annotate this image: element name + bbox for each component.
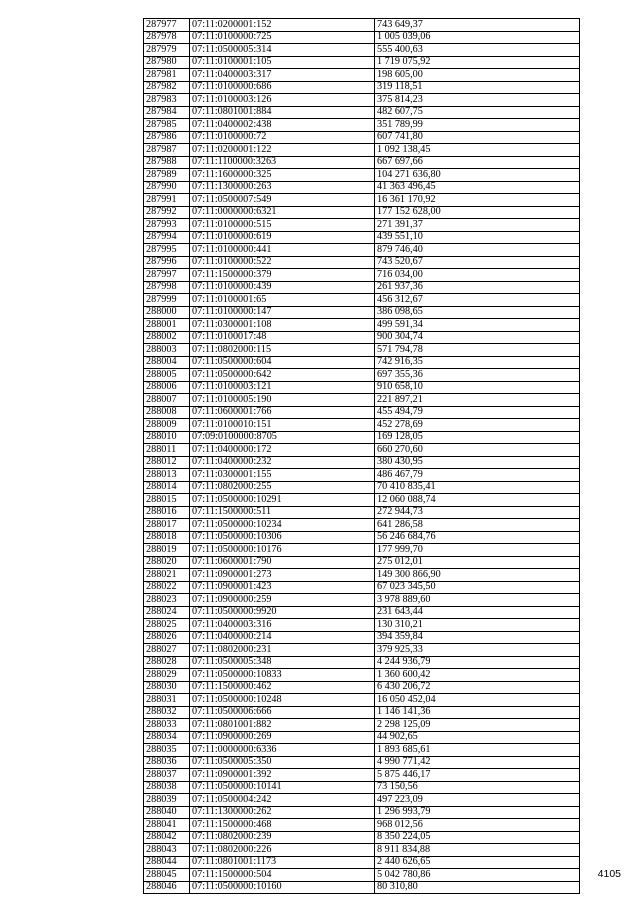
cadastral-number-cell: 07:11:1300000:262 (190, 806, 375, 819)
row-number-cell: 287980 (144, 56, 190, 69)
cadastral-number-cell: 07:11:0500000:10160 (190, 881, 375, 894)
row-number-cell: 287981 (144, 69, 190, 82)
table-row (144, 269, 580, 282)
cadastral-value-cell: 5 042 780,86 (375, 869, 580, 882)
cadastral-number-cell: 07:11:0500005:348 (190, 656, 375, 669)
table-row (144, 656, 580, 669)
table-row (144, 331, 580, 344)
table-row (144, 106, 580, 119)
cadastral-value-cell: 2 298 125,09 (375, 719, 580, 732)
row-number-cell: 287984 (144, 106, 190, 119)
cadastral-value-cell: 555 400,63 (375, 44, 580, 57)
cadastral-value-cell: 660 270,60 (375, 444, 580, 457)
row-number-cell: 288041 (144, 819, 190, 832)
table-row (144, 194, 580, 207)
cadastral-value-cell: 743 520,67 (375, 256, 580, 269)
cadastral-number-cell: 07:11:0802000:239 (190, 831, 375, 844)
row-number-cell: 287995 (144, 244, 190, 257)
cadastral-value-cell: 900 304,74 (375, 331, 580, 344)
table-row (144, 181, 580, 194)
cadastral-value-cell: 1 092 138,45 (375, 144, 580, 157)
cadastral-number-cell: 07:11:0100000:147 (190, 306, 375, 319)
row-number-cell: 288027 (144, 644, 190, 657)
table-row (144, 119, 580, 132)
row-number-cell: 287985 (144, 119, 190, 132)
cadastral-value-cell: 272 944,73 (375, 506, 580, 519)
row-number-cell: 288030 (144, 681, 190, 694)
cadastral-value-cell: 3 978 889,60 (375, 594, 580, 607)
row-number-cell: 287979 (144, 44, 190, 57)
cadastral-value-cell: 5 875 446,17 (375, 769, 580, 782)
cadastral-number-cell: 07:11:0400000:172 (190, 444, 375, 457)
cadastral-number-cell: 07:09:0100000:8705 (190, 431, 375, 444)
table-row (144, 544, 580, 557)
table-row (144, 519, 580, 532)
row-number-cell: 288002 (144, 331, 190, 344)
cadastral-number-cell: 07:11:0100003:126 (190, 94, 375, 107)
cadastral-value-cell: 486 467,79 (375, 469, 580, 482)
table-row (144, 169, 580, 182)
table-row (144, 31, 580, 44)
row-number-cell: 288036 (144, 756, 190, 769)
cadastral-value-cell: 571 794,78 (375, 344, 580, 357)
cadastral-value-cell: 80 310,80 (375, 881, 580, 894)
table-row (144, 69, 580, 82)
row-number-cell: 288044 (144, 856, 190, 869)
cadastral-value-cell: 149 300 866,90 (375, 569, 580, 582)
cadastral-number-cell: 07:11:0500000:9920 (190, 606, 375, 619)
cadastral-number-cell: 07:11:0400000:214 (190, 631, 375, 644)
table-row (144, 581, 580, 594)
cadastral-value-cell: 742 916,35 (375, 356, 580, 369)
table-row (144, 156, 580, 169)
row-number-cell: 288039 (144, 794, 190, 807)
row-number-cell: 288008 (144, 406, 190, 419)
row-number-cell: 288013 (144, 469, 190, 482)
cadastral-value-cell: 497 223,09 (375, 794, 580, 807)
cadastral-number-cell: 07:11:0600001:790 (190, 556, 375, 569)
cadastral-number-cell: 07:11:0802000:115 (190, 344, 375, 357)
cadastral-number-cell: 07:11:0500004:242 (190, 794, 375, 807)
row-number-cell: 288007 (144, 394, 190, 407)
row-number-cell: 288005 (144, 369, 190, 382)
row-number-cell: 288032 (144, 706, 190, 719)
table-row (144, 831, 580, 844)
cadastral-value-cell: 968 012,56 (375, 819, 580, 832)
cadastral-number-cell: 07:11:0100017:48 (190, 331, 375, 344)
cadastral-value-cell: 1 005 039,06 (375, 31, 580, 44)
row-number-cell: 287994 (144, 231, 190, 244)
row-number-cell: 287982 (144, 81, 190, 94)
row-number-cell: 287992 (144, 206, 190, 219)
row-number-cell: 287997 (144, 269, 190, 282)
row-number-cell: 288003 (144, 344, 190, 357)
cadastral-value-cell: 104 271 636,80 (375, 169, 580, 182)
cadastral-number-cell: 07:11:1500000:504 (190, 869, 375, 882)
cadastral-number-cell: 07:11:1500000:468 (190, 819, 375, 832)
cadastral-number-cell: 07:11:0500007:549 (190, 194, 375, 207)
cadastral-value-cell: 910 658,10 (375, 381, 580, 394)
table-row (144, 844, 580, 857)
table-row (144, 731, 580, 744)
cadastral-number-cell: 07:11:0801001:884 (190, 106, 375, 119)
table-row (144, 56, 580, 69)
cadastral-value-cell: 667 697,66 (375, 156, 580, 169)
table-row (144, 556, 580, 569)
table-row (144, 319, 580, 332)
cadastral-number-cell: 07:11:0100000:725 (190, 31, 375, 44)
cadastral-number-cell: 07:11:0802000:231 (190, 644, 375, 657)
row-number-cell: 288025 (144, 619, 190, 632)
cadastral-number-cell: 07:11:0000000:6321 (190, 206, 375, 219)
table-row (144, 94, 580, 107)
cadastral-number-cell: 07:11:0500000:642 (190, 369, 375, 382)
cadastral-number-cell: 07:11:0500005:350 (190, 756, 375, 769)
row-number-cell: 288024 (144, 606, 190, 619)
row-number-cell: 287998 (144, 281, 190, 294)
row-number-cell: 288012 (144, 456, 190, 469)
cadastral-value-cell: 130 310,21 (375, 619, 580, 632)
row-number-cell: 288018 (144, 531, 190, 544)
table-row (144, 281, 580, 294)
cadastral-value-cell: 439 551,10 (375, 231, 580, 244)
cadastral-value-cell: 8 350 224,05 (375, 831, 580, 844)
row-number-cell: 288009 (144, 419, 190, 432)
cadastral-number-cell: 07:11:0100000:439 (190, 281, 375, 294)
table-row (144, 481, 580, 494)
cadastral-number-cell: 07:11:0100000:441 (190, 244, 375, 257)
cadastral-number-cell: 07:11:0801001:882 (190, 719, 375, 732)
cadastral-value-cell: 261 937,36 (375, 281, 580, 294)
table-row (144, 244, 580, 257)
cadastral-number-cell: 07:11:0500000:604 (190, 356, 375, 369)
cadastral-number-cell: 07:11:0400002:438 (190, 119, 375, 132)
cadastral-value-cell: 1 360 600,42 (375, 669, 580, 682)
table-row (144, 381, 580, 394)
cadastral-number-cell: 07:11:0100010:151 (190, 419, 375, 432)
table-row (144, 631, 580, 644)
cadastral-value-cell: 482 607,75 (375, 106, 580, 119)
cadastral-number-cell: 07:11:0100005:190 (190, 394, 375, 407)
table-row (144, 406, 580, 419)
table-row (144, 856, 580, 869)
cadastral-value-cell: 743 649,37 (375, 19, 580, 32)
cadastral-value-cell: 4 990 771,42 (375, 756, 580, 769)
cadastral-number-cell: 07:11:1300000:263 (190, 181, 375, 194)
cadastral-value-cell: 275 012,01 (375, 556, 580, 569)
row-number-cell: 288015 (144, 494, 190, 507)
table-row (144, 756, 580, 769)
cadastral-number-cell: 07:11:0900001:392 (190, 769, 375, 782)
cadastral-number-cell: 07:11:0100000:522 (190, 256, 375, 269)
cadastral-value-cell: 499 591,34 (375, 319, 580, 332)
cadastral-value-cell: 1 146 141,36 (375, 706, 580, 719)
row-number-cell: 287987 (144, 144, 190, 157)
cadastral-number-cell: 07:11:0500005:314 (190, 44, 375, 57)
cadastral-number-cell: 07:11:0100000:515 (190, 219, 375, 232)
cadastral-value-cell: 12 060 088,74 (375, 494, 580, 507)
row-number-cell: 288037 (144, 769, 190, 782)
cadastral-value-table (143, 18, 580, 894)
row-number-cell: 288029 (144, 669, 190, 682)
cadastral-number-cell: 07:11:0500000:10141 (190, 781, 375, 794)
cadastral-number-cell: 07:11:0100001:105 (190, 56, 375, 69)
cadastral-value-cell: 879 746,40 (375, 244, 580, 257)
row-number-cell: 288014 (144, 481, 190, 494)
cadastral-value-cell: 177 999,70 (375, 544, 580, 557)
table-row (144, 531, 580, 544)
table-row (144, 419, 580, 432)
row-number-cell: 288031 (144, 694, 190, 707)
table-row (144, 494, 580, 507)
table-row (144, 294, 580, 307)
row-number-cell: 288046 (144, 881, 190, 894)
cadastral-value-cell: 6 430 206,72 (375, 681, 580, 694)
cadastral-value-cell: 456 312,67 (375, 294, 580, 307)
cadastral-number-cell: 07:11:0802000:255 (190, 481, 375, 494)
cadastral-number-cell: 07:11:0802000:226 (190, 844, 375, 857)
table-body (144, 19, 580, 894)
cadastral-number-cell: 07:11:0500000:10176 (190, 544, 375, 557)
cadastral-value-cell: 380 430,95 (375, 456, 580, 469)
table-row (144, 206, 580, 219)
cadastral-value-cell: 16 361 170,92 (375, 194, 580, 207)
row-number-cell: 288040 (144, 806, 190, 819)
cadastral-number-cell: 07:11:0900000:259 (190, 594, 375, 607)
table-row (144, 506, 580, 519)
cadastral-number-cell: 07:11:0200001:152 (190, 19, 375, 32)
cadastral-number-cell: 07:11:0500000:10234 (190, 519, 375, 532)
cadastral-number-cell: 07:11:1500000:462 (190, 681, 375, 694)
row-number-cell: 287988 (144, 156, 190, 169)
cadastral-value-cell: 73 150,56 (375, 781, 580, 794)
cadastral-number-cell: 07:11:0400000:232 (190, 456, 375, 469)
table-row (144, 681, 580, 694)
cadastral-value-cell: 231 643,44 (375, 606, 580, 619)
table-row (144, 744, 580, 757)
cadastral-number-cell: 07:11:0801001:1173 (190, 856, 375, 869)
table-row (144, 431, 580, 444)
row-number-cell: 288035 (144, 744, 190, 757)
row-number-cell: 288042 (144, 831, 190, 844)
cadastral-value-cell: 351 789,99 (375, 119, 580, 132)
row-number-cell: 288019 (144, 544, 190, 557)
table-row (144, 619, 580, 632)
cadastral-value-cell: 198 605,00 (375, 69, 580, 82)
cadastral-value-cell: 70 410 835,41 (375, 481, 580, 494)
cadastral-number-cell: 07:11:0300001:108 (190, 319, 375, 332)
cadastral-value-cell: 169 128,05 (375, 431, 580, 444)
table-row (144, 719, 580, 732)
row-number-cell: 287977 (144, 19, 190, 32)
table-row (144, 306, 580, 319)
cadastral-value-cell: 379 925,33 (375, 644, 580, 657)
cadastral-number-cell: 07:11:0100000:72 (190, 131, 375, 144)
cadastral-number-cell: 07:11:0500000:10248 (190, 694, 375, 707)
row-number-cell: 288022 (144, 581, 190, 594)
cadastral-value-cell: 1 719 075,92 (375, 56, 580, 69)
cadastral-number-cell: 07:11:0300001:155 (190, 469, 375, 482)
cadastral-value-cell: 697 355,36 (375, 369, 580, 382)
table-row (144, 81, 580, 94)
table-row (144, 606, 580, 619)
cadastral-number-cell: 07:11:0100001:65 (190, 294, 375, 307)
row-number-cell: 287993 (144, 219, 190, 232)
page-number: 4105 (597, 868, 621, 880)
table-row (144, 694, 580, 707)
cadastral-value-cell: 716 034,00 (375, 269, 580, 282)
table-row (144, 706, 580, 719)
table-row (144, 669, 580, 682)
row-number-cell: 287983 (144, 94, 190, 107)
cadastral-value-cell: 452 278,69 (375, 419, 580, 432)
table-row (144, 644, 580, 657)
cadastral-value-cell: 44 902,65 (375, 731, 580, 744)
cadastral-value-cell: 56 246 684,76 (375, 531, 580, 544)
cadastral-number-cell: 07:11:0100003:121 (190, 381, 375, 394)
cadastral-number-cell: 07:11:0500000:10291 (190, 494, 375, 507)
cadastral-value-cell: 8 911 834,88 (375, 844, 580, 857)
table-row (144, 256, 580, 269)
table-row (144, 219, 580, 232)
table-row (144, 469, 580, 482)
row-number-cell: 288011 (144, 444, 190, 457)
cadastral-value-cell: 221 897,21 (375, 394, 580, 407)
table-row (144, 594, 580, 607)
row-number-cell: 288010 (144, 431, 190, 444)
cadastral-value-cell: 607 741,80 (375, 131, 580, 144)
table-row (144, 881, 580, 894)
table-row (144, 819, 580, 832)
cadastral-number-cell: 07:11:0200001:122 (190, 144, 375, 157)
table-row (144, 356, 580, 369)
row-number-cell: 287978 (144, 31, 190, 44)
cadastral-number-cell: 07:11:1500000:379 (190, 269, 375, 282)
row-number-cell: 288001 (144, 319, 190, 332)
row-number-cell: 288028 (144, 656, 190, 669)
table-row (144, 344, 580, 357)
cadastral-number-cell: 07:11:0600001:766 (190, 406, 375, 419)
cadastral-number-cell: 07:11:0400003:317 (190, 69, 375, 82)
cadastral-value-cell: 2 440 626,65 (375, 856, 580, 869)
cadastral-value-cell: 67 023 345,50 (375, 581, 580, 594)
cadastral-number-cell: 07:11:0500000:10306 (190, 531, 375, 544)
row-number-cell: 287991 (144, 194, 190, 207)
cadastral-number-cell: 07:11:1600000:325 (190, 169, 375, 182)
table-row (144, 394, 580, 407)
cadastral-number-cell: 07:11:0100000:619 (190, 231, 375, 244)
cadastral-value-cell: 1 296 993,79 (375, 806, 580, 819)
row-number-cell: 287990 (144, 181, 190, 194)
table-row (144, 369, 580, 382)
table-row (144, 806, 580, 819)
row-number-cell: 288004 (144, 356, 190, 369)
table-row (144, 131, 580, 144)
cadastral-number-cell: 07:11:0500000:10833 (190, 669, 375, 682)
row-number-cell: 288026 (144, 631, 190, 644)
cadastral-number-cell: 07:11:1500000:511 (190, 506, 375, 519)
cadastral-value-cell: 16 050 452,04 (375, 694, 580, 707)
table-row (144, 869, 580, 882)
table-row (144, 569, 580, 582)
cadastral-number-cell: 07:11:0900000:269 (190, 731, 375, 744)
table-row (144, 19, 580, 32)
row-number-cell: 288020 (144, 556, 190, 569)
row-number-cell: 288000 (144, 306, 190, 319)
cadastral-number-cell: 07:11:0500006:666 (190, 706, 375, 719)
cadastral-value-cell: 375 814,23 (375, 94, 580, 107)
row-number-cell: 288045 (144, 869, 190, 882)
table-row (144, 781, 580, 794)
cadastral-value-cell: 177 152 628,00 (375, 206, 580, 219)
row-number-cell: 288034 (144, 731, 190, 744)
cadastral-number-cell: 07:11:0400003:316 (190, 619, 375, 632)
table-row (144, 794, 580, 807)
cadastral-number-cell: 07:11:0000000:6336 (190, 744, 375, 757)
row-number-cell: 287989 (144, 169, 190, 182)
table-row (144, 144, 580, 157)
cadastral-number-cell: 07:11:0900001:273 (190, 569, 375, 582)
row-number-cell: 287996 (144, 256, 190, 269)
cadastral-value-cell: 1 893 685,61 (375, 744, 580, 757)
row-number-cell: 288017 (144, 519, 190, 532)
cadastral-value-cell: 386 098,65 (375, 306, 580, 319)
cadastral-number-cell: 07:11:0900001:423 (190, 581, 375, 594)
table-row (144, 44, 580, 57)
cadastral-value-cell: 271 391,37 (375, 219, 580, 232)
row-number-cell: 287986 (144, 131, 190, 144)
row-number-cell: 288006 (144, 381, 190, 394)
cadastral-value-cell: 394 359,84 (375, 631, 580, 644)
row-number-cell: 288021 (144, 569, 190, 582)
cadastral-value-cell: 641 286,58 (375, 519, 580, 532)
row-number-cell: 288043 (144, 844, 190, 857)
cadastral-value-cell: 319 118,51 (375, 81, 580, 94)
cadastral-value-cell: 455 494,79 (375, 406, 580, 419)
cadastral-value-cell: 4 244 936,79 (375, 656, 580, 669)
cadastral-number-cell: 07:11:0100000:686 (190, 81, 375, 94)
row-number-cell: 287999 (144, 294, 190, 307)
cadastral-value-cell: 41 363 496,45 (375, 181, 580, 194)
table-row (144, 231, 580, 244)
cadastral-number-cell: 07:11:1100000:3263 (190, 156, 375, 169)
row-number-cell: 288033 (144, 719, 190, 732)
table-row (144, 769, 580, 782)
table-row (144, 444, 580, 457)
table-row (144, 456, 580, 469)
row-number-cell: 288016 (144, 506, 190, 519)
row-number-cell: 288023 (144, 594, 190, 607)
row-number-cell: 288038 (144, 781, 190, 794)
